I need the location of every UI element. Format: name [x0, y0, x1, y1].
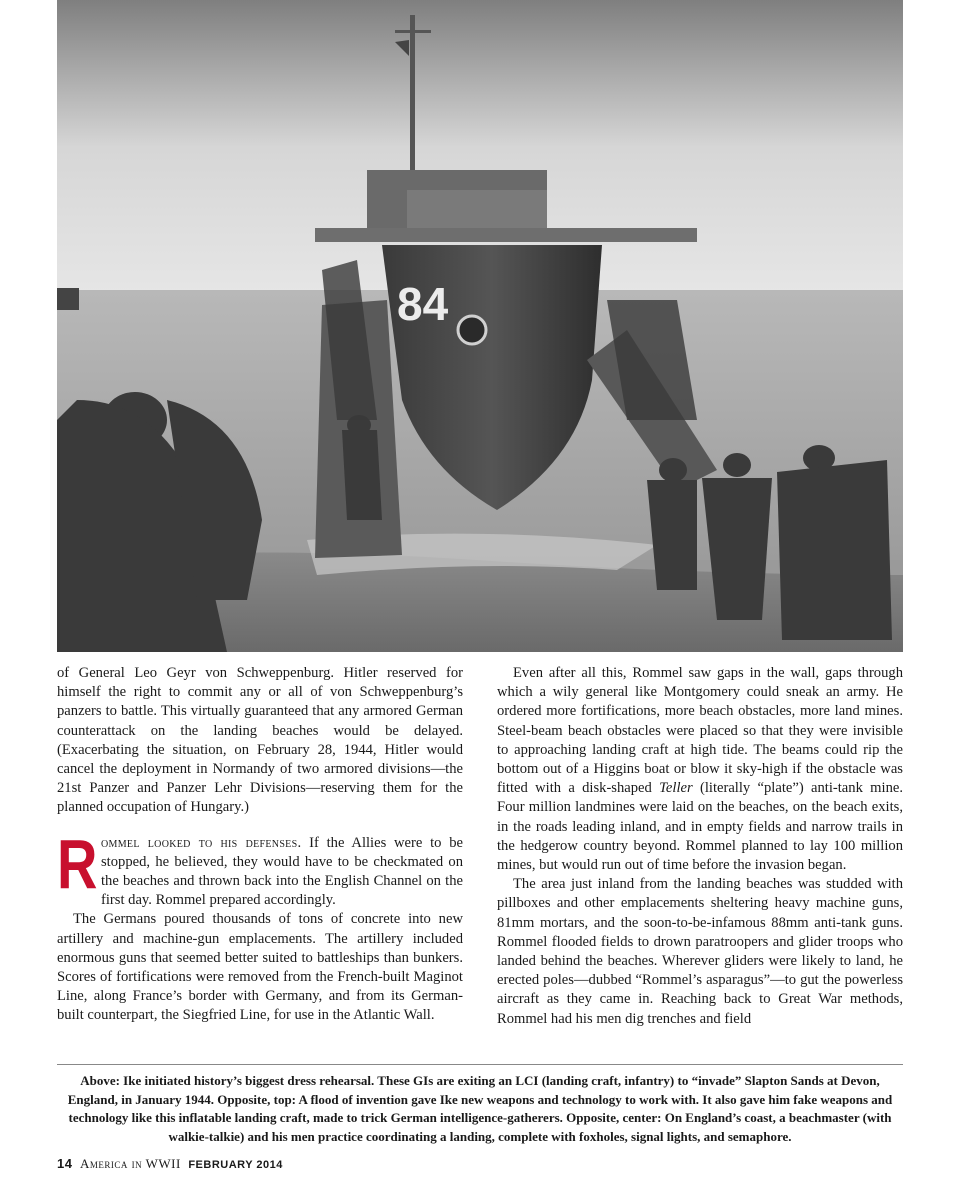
- right-column: [497, 664, 903, 1029]
- left-column: [57, 664, 463, 1026]
- caption-divider: [57, 1064, 903, 1065]
- dropcap: R: [57, 824, 98, 903]
- right-paragraph-2: The area just inland from the landing beaches was studded with pillboxes and other emplacements sheltering heavy machine guns, 81mm mortars, and the soon-to-be-infamous 88mm anti-tank guns. Rommel flooded fields to drown paratroopers and glider troops who landed behind the beaches. Wherever gliders were likely to land, he erected poles—dubbed “Rommel’s asparagus”—to gut the powerless aircraft as they came in. Reaching back to Great War methods, Rommel had his men dig trenches and field: [497, 876, 903, 1027]
- hull-number: 84: [397, 278, 449, 330]
- lead-in: ommel looked to his defenses.: [101, 834, 302, 851]
- magazine-name: America in WWII: [79, 1156, 181, 1171]
- left-paragraph-2-text: If the Allies were to be stopped, he believed, they would have to be checkmated on the beaches and thrown back into the English Channel on the first day. Rommel prepared accordingly.: [101, 834, 463, 909]
- page-number: 14: [57, 1156, 73, 1171]
- right-paragraph-1-b: (literally “plate”) anti-tank mine. Four million landmines were laid on the beaches, on the beach exits, in the roads leading inland, and in empty fields and narrow trails in the hedgerow country beyond. Rommel planned to lay 100 million mines, but would run out of time before the invasion began.: [497, 780, 903, 874]
- right-paragraph-1: [497, 664, 903, 875]
- left-paragraph-3: The Germans poured thousands of tons of concrete into new artillery and machine-gun emplacements. The artillery included enormous guns that seemed better suited to battleships than bunkers. Scores of fortifications were removed from the French-built Maginot Line, along France’s border with Germany, and from its German-built counterpart, the Siegfried Line, for use in the Atlantic Wall.: [57, 911, 463, 1024]
- photo-caption: Above: Ike initiated history’s biggest dress rehearsal. These GIs are exiting an LCI (landing craft, infantry) to “invade” Slapton Sands at Devon, England, in January 1944. Opposite, top: A flood of invention gave Ike new weapons and technology to work with. It also gave him fake weapons and technology like this inflatable landing craft, made to trick German intelligence-gatherers. Opposite, center: On England’s coast, a beachmaster (with walkie-talkie) and his men practice coordinating a landing, complete with foxholes, signal lights, and semaphore.: [67, 1073, 893, 1144]
- left-paragraph-1: of General Leo Geyr von Schweppenburg. Hitler reserved for himself the right to commit any or all of von Schweppenburg’s panzers to battle. This virtually guaranteed that any armored German counterattack on the landing beaches would be delayed. (Exacerbating the situation, on February 28, 1944, Hitler would cancel the deployment in Normandy of two armored divisions—the 21st Panzer and Panzer Lehr Divisions—reserving them for the planned occupation of Hungary.): [57, 665, 463, 816]
- landing-craft-photo: [57, 0, 903, 652]
- page-footer: [57, 1156, 283, 1172]
- teller-term: Teller: [659, 780, 693, 797]
- right-paragraph-1-a: Even after all this, Rommel saw gaps in the wall, gaps through which a wily general like Montgomery could sneak an army. He ordered more fortifications, more beach obstacles, more land mines. Steel-beam beach obstacles were placed so that they were invisible to approaching landing craft at high tide. The beams could rip the bottom out of a Higgins boat or blow it sky-high if the obstacle was fitted with a disk-shaped: [497, 665, 903, 797]
- left-paragraph-2: [57, 824, 463, 911]
- issue-date: FEBRUARY 2014: [188, 1159, 283, 1171]
